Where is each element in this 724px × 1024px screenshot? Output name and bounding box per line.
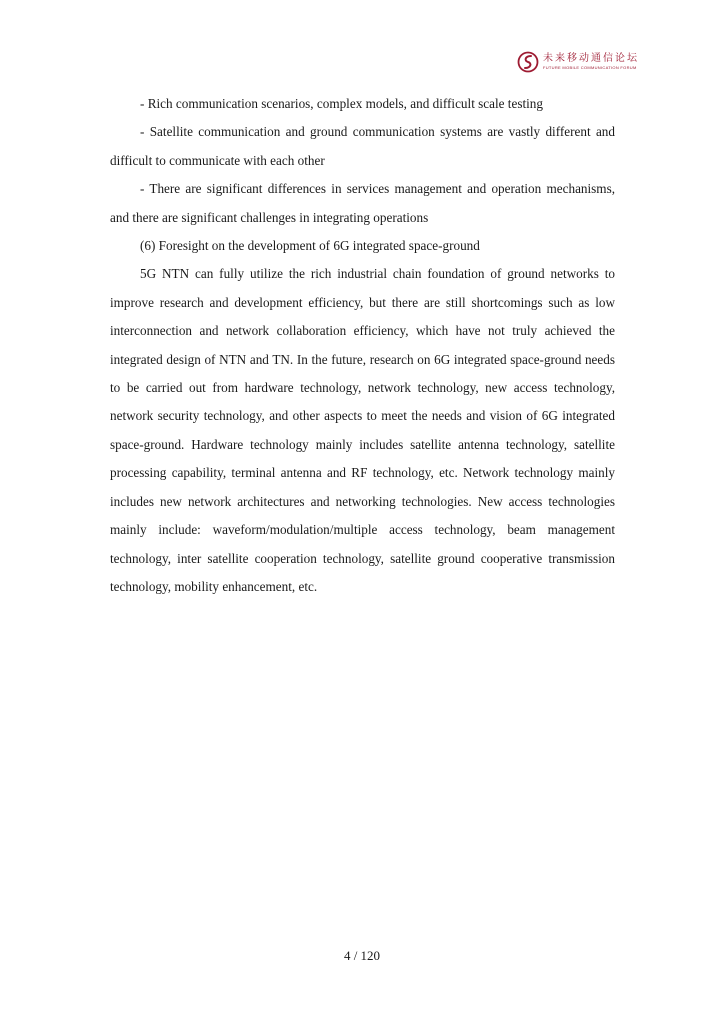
- logo-english-name: FUTURE MOBILE COMMUNICATION FORUM: [543, 65, 637, 70]
- section-heading: (6) Foresight on the development of 6G integrated space-ground: [140, 238, 480, 254]
- body-paragraph: 5G NTN can fully utilize the rich industrial chain foundation of ground networks to improve research and development efficiency, but there are still shortcomings such as low interconnection and network collaboration efficiency, which have not truly achieved the integrated design of NTN and TN. In the future, research on 6G integrated space-ground needs to be carried out from hardware technology, network technology, new access technology, network security technology, and other aspects to meet the needs and vision of 6G integrated space-ground. Hardware technology mainly includes satellite antenna technology, satellite processing capability, terminal antenna and RF technology, etc. Network technology mainly includes new network architectures and networking technologies. New access technologies mainly include: waveform/modulation/multiple access technology, beam management technology, inter satellite cooperation technology, satellite ground cooperative transmission technology, mobility enhancement, etc.: [110, 266, 615, 594]
- logo-text: [543, 54, 639, 70]
- page-number: 4 / 120: [343, 948, 381, 963]
- bullet-paragraph: - Rich communication scenarios, complex models, and difficult scale testing: [140, 96, 543, 111]
- document-body: [110, 90, 615, 601]
- bullet-paragraph: - There are significant differences in services management and operation mechanisms, and there are significant challenges in integrating operations: [110, 181, 615, 225]
- header-logo: [517, 49, 642, 75]
- logo-chinese-name: 未来移动通信论坛: [543, 53, 639, 64]
- bullet-paragraph: - Satellite communication and ground communication systems are vastly different and difficult to communicate with each other: [110, 124, 615, 168]
- forum-logo-icon: [517, 51, 539, 73]
